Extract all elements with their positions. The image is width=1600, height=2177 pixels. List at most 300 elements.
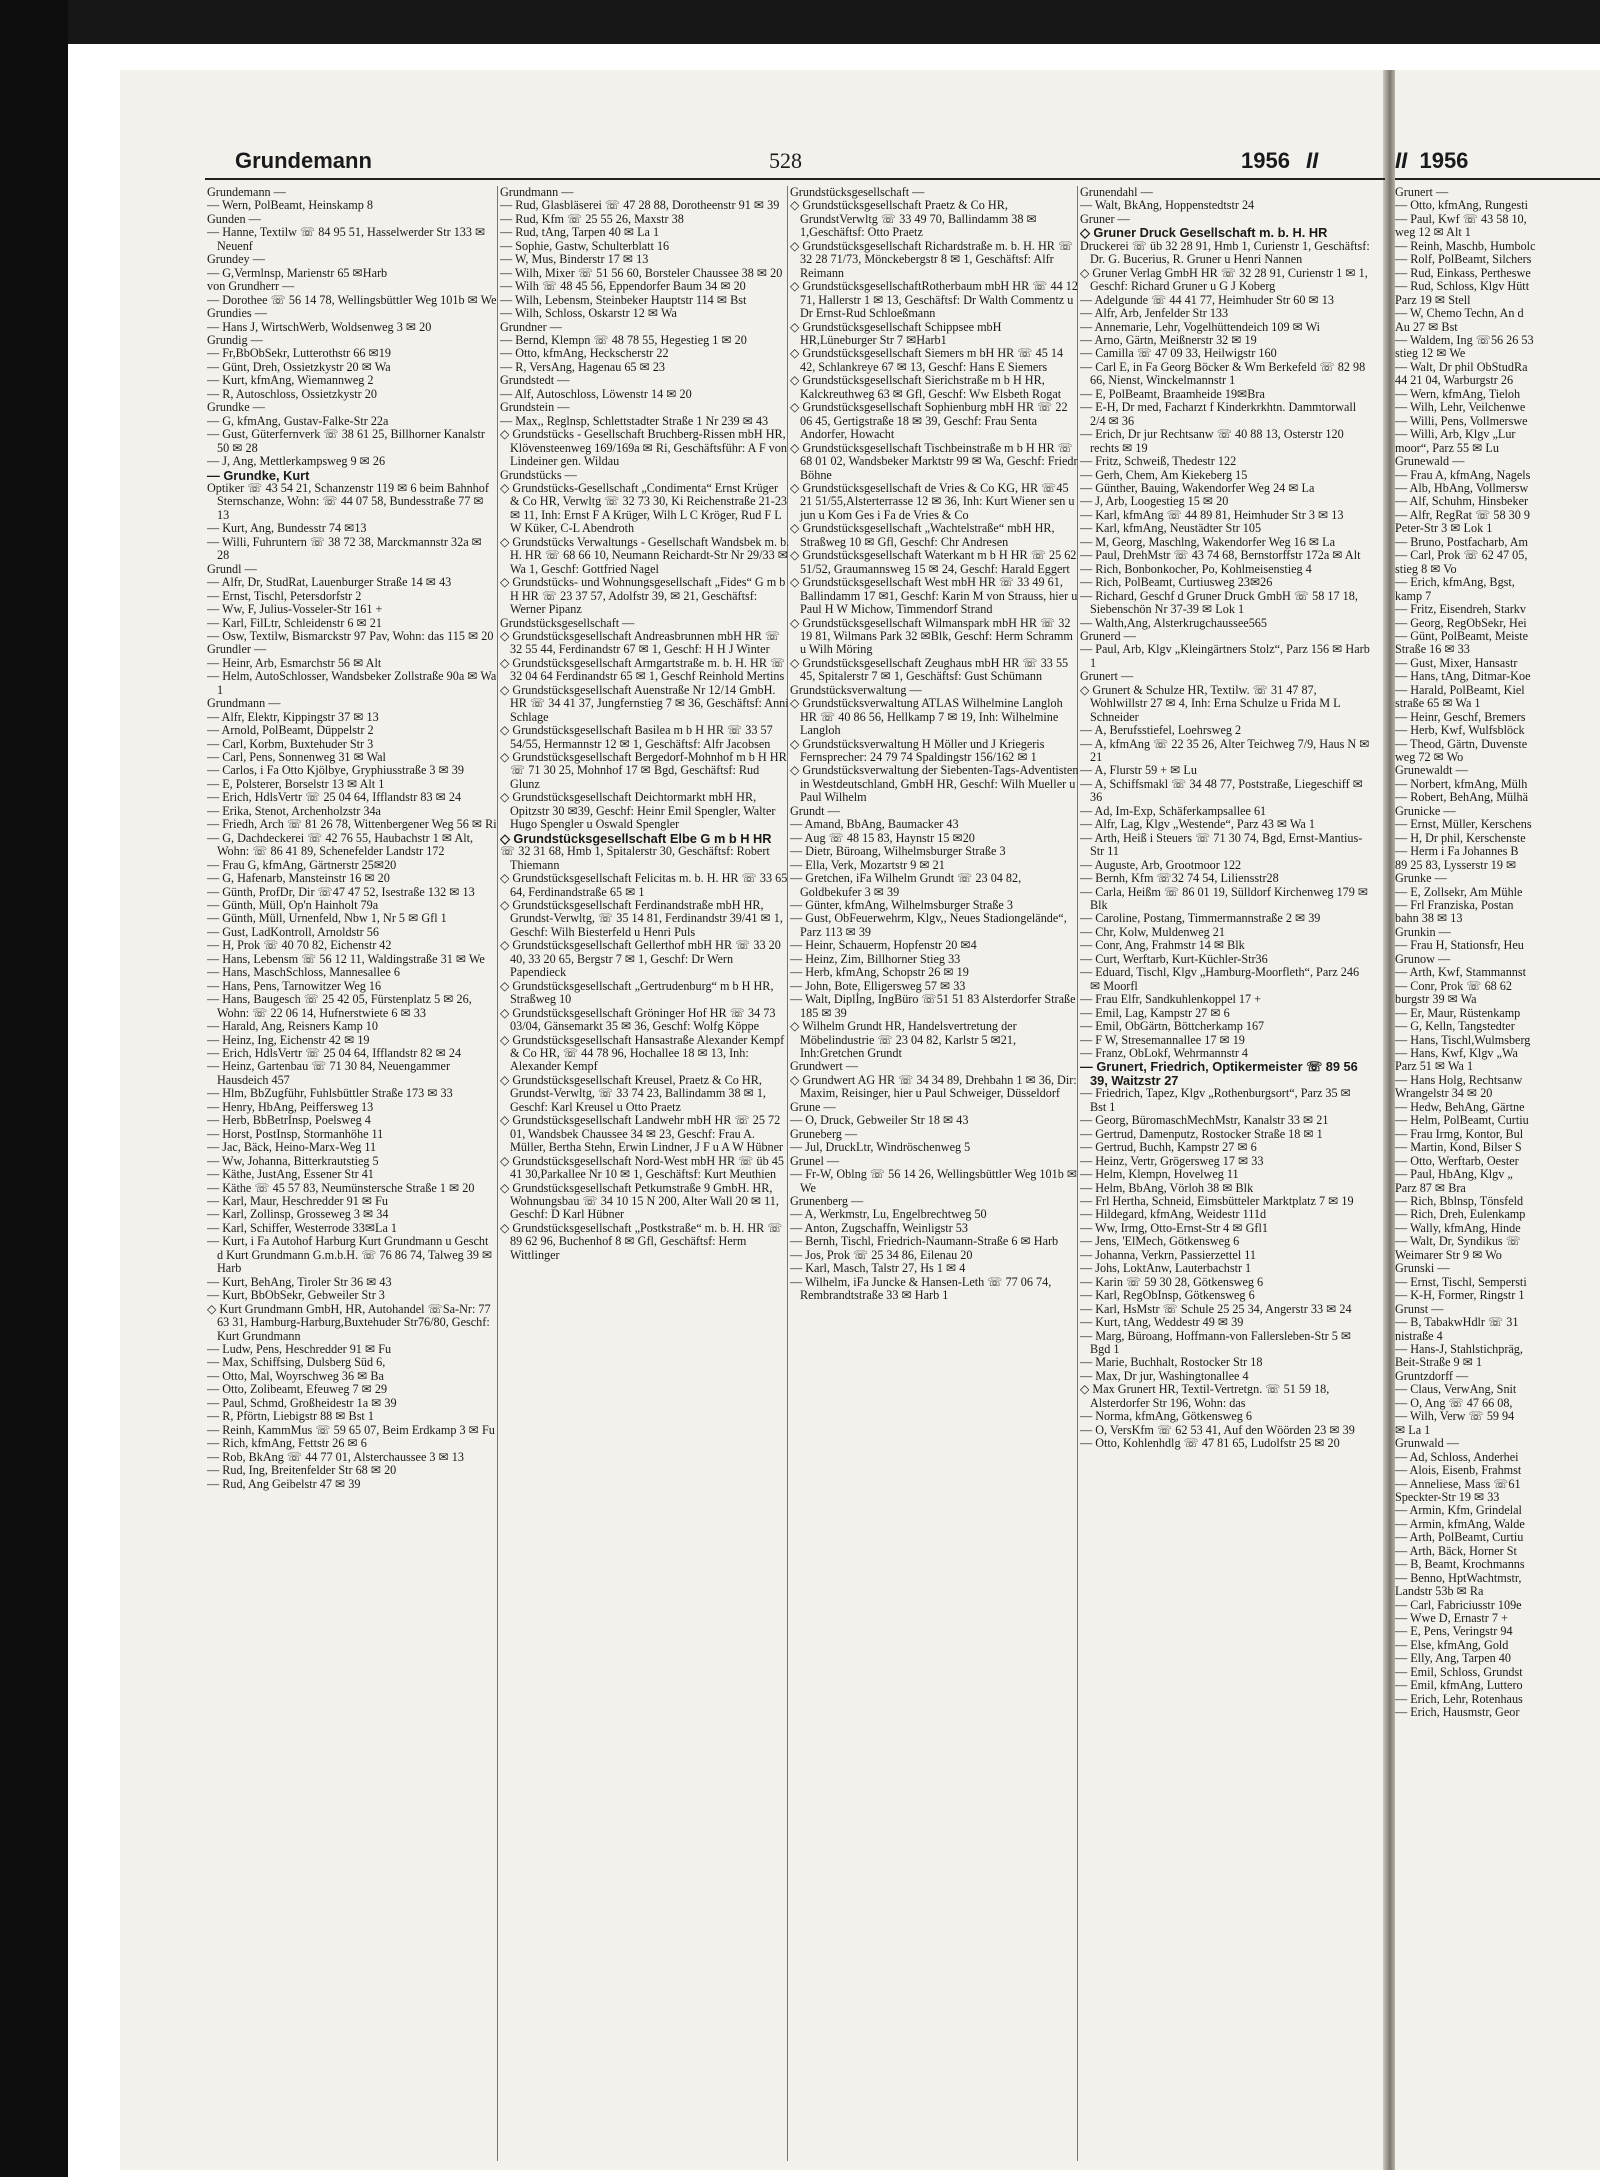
- facing-page-entry: — Armin, Kfm, Grindelal: [1395, 1503, 1522, 1518]
- directory-entry: ◇ Grundstücksgesellschaft Elbe G m b H HR: [500, 830, 772, 846]
- directory-entry: ◇ Grundstücksgesellschaft Andreasbrunnen mbH HR ☏ 32 55 44, Ferdinandstr 67 ✉ 1, Geschf: H H J Winter: [500, 628, 781, 657]
- directory-entry: — Hans, Pens, Tarnowitzer Weg 16: [207, 978, 382, 993]
- directory-entry: — Ludw, Pens, Heschredder 91 ✉ Fu: [207, 1341, 392, 1356]
- directory-entry: — Helm, Klempn, Hovelweg 11: [1080, 1167, 1239, 1182]
- facing-page-entry: Grunski —: [1395, 1261, 1450, 1276]
- facing-page-volume: II: [1395, 148, 1408, 173]
- facing-page-entry: — Hans Holg, Rechtsanw: [1395, 1072, 1523, 1087]
- facing-page-entry: — H, Dr phil, Kerschenste: [1395, 830, 1526, 845]
- facing-page-entry: Au 27 ✉ Bst: [1395, 319, 1458, 334]
- facing-page: [1395, 70, 1600, 2170]
- directory-entry: — Annemarie, Lehr, Vogelhüttendeich 109 ✉ Wi: [1080, 319, 1321, 334]
- directory-entry: — Rich, kfmAng, Fettstr 26 ✉ 6: [207, 1436, 367, 1451]
- directory-entry: Grundies —: [207, 306, 267, 321]
- directory-entry: ◇ Grundstücksgesellschaft Sophienburg mbH HR ☏ 22 06 45, Gertigstraße 18 ✉ 39, Geschf: Frau Senta Andorfer, Howacht: [790, 400, 1068, 442]
- facing-page-entry: — G, Kelln, Tangstedter: [1395, 1019, 1515, 1034]
- directory-entry: — Heinz, Gartenbau ☏ 71 30 84, Neuengammer Hausdeich 457: [207, 1059, 451, 1087]
- directory-entry: ◇ Grundstücksgesellschaft Landwehr mbH HR ☏ 25 72 01, Wandsbek Chaussee 34 ✉ 23, Geschf: Frau A. Müller, Bertha Stehn, Erwin Lindner, J F u A W Hübner: [500, 1113, 784, 1155]
- directory-entry: ◇ Grundstücksgesellschaft „Postkstraße“ m. b. H. HR ☏ 89 62 96, Buchenhof 8 ✉ Gfl, Geschäftsf: Herm Wittlinger: [500, 1220, 783, 1262]
- facing-page-entry: — Harald, PolBeamt, Kiel: [1395, 682, 1525, 697]
- directory-entry: ◇ Max Grunert HR, Textil-Vertretgn. ☏ 51 59 18, Alsterdorfer Str 196, Wohn: das: [1080, 1382, 1330, 1410]
- directory-entry: — Bernh, Tischl, Friedrich-Naumann-Straße 6 ✉ Harb: [790, 1234, 1059, 1249]
- facing-page-entry: — Norbert, kfmAng, Mülh: [1395, 776, 1528, 791]
- facing-page-entry: — Benno, HptWachtmstr,: [1395, 1570, 1522, 1585]
- directory-entry: Grundner —: [500, 319, 562, 334]
- directory-entry: — J, Arb, Loogestieg 15 ✉ 20: [1080, 494, 1229, 509]
- directory-entry: — Kurt, tAng, Weddestr 49 ✉ 39: [1080, 1315, 1244, 1330]
- facing-page-entry: — W, Chemo Techn, An d: [1395, 306, 1524, 321]
- facing-page-entry: — Er, Maur, Rüstenkamp: [1395, 1005, 1521, 1020]
- directory-entry: — Frau G, kfmAng, Gärtnerstr 25✉20: [207, 857, 397, 872]
- directory-entry: Druckerei ☏ üb 32 28 91, Hmb 1, Curienstr 1, Geschäftsf: Dr. G. Bucerius, R. Gruner u Henri Nannen: [1080, 238, 1370, 267]
- directory-entry: Grune —: [790, 1099, 836, 1114]
- directory-entry: — Alfr, Elektr, Kippingstr 37 ✉ 13: [207, 709, 379, 724]
- directory-entry: — Karin ☏ 59 30 28, Götkensweg 6: [1080, 1274, 1264, 1289]
- facing-page-year: 1956: [1419, 148, 1469, 173]
- facing-page-entry: — Paul, HbAng, Klgv „: [1395, 1167, 1513, 1182]
- facing-page-entry: — Emil, Schloss, Grundst: [1395, 1664, 1523, 1679]
- header-year: 1956: [1241, 148, 1290, 173]
- facing-page-rule: [1395, 178, 1600, 180]
- facing-page-entry: Grunst —: [1395, 1301, 1444, 1316]
- facing-page-entry: — Frau A, kfmAng, Nagels: [1395, 467, 1531, 482]
- facing-page-entry: — Willi, Pens, Vollmerswe: [1395, 413, 1528, 428]
- directory-entry: — Johanna, Verkrn, Passierzettel 11: [1080, 1247, 1256, 1262]
- facing-page-entry: Grunwald —: [1395, 1436, 1459, 1451]
- facing-page-header: [1395, 148, 1468, 174]
- facing-page-entry: — Wilh, Verw ☏ 59 94: [1395, 1409, 1515, 1424]
- directory-entry: — Jens, 'ElMech, Götkensweg 6: [1080, 1234, 1240, 1249]
- directory-entry: — Hans J, WirtschWerb, Woldsenweg 3 ✉ 20: [207, 319, 432, 334]
- directory-entry: — Hans, MaschSchloss, Mannesallee 6: [207, 965, 400, 980]
- directory-entry: — Rich, PolBeamt, Curtiusweg 23✉26: [1080, 575, 1273, 590]
- directory-entry: Grundey —: [207, 252, 265, 267]
- directory-entry: — Heinz, Zim, Billhorner Stieg 33: [790, 951, 961, 966]
- facing-page-entry: — Rud, Einkass, Pertheswe: [1395, 265, 1531, 280]
- directory-entry: — G, kfmAng, Gustav-Falke-Str 22a: [207, 413, 389, 428]
- directory-entry: Grundstein —: [500, 400, 570, 415]
- directory-entry: — Wern, PolBeamt, Heinskamp 8: [207, 198, 374, 213]
- directory-entry: — Ad, Im-Exp, Schäferkampsallee 61: [1080, 803, 1267, 818]
- directory-entry: ◇ GrundstücksgesellschaftRotherbaum mbH HR ☏ 44 12 71, Hallerstr 1 ✉ 13, Geschäftsf: Dr Walth Commentz u Dr Ernst-Rud Schloeßmann: [790, 279, 1078, 321]
- directory-entry: ◇ Grundstücksgesellschaft Zeughaus mbH HR ☏ 33 55 45, Spitalerstr 7 ✉ 1, Geschäftsf: Gust Schümann: [790, 655, 1069, 684]
- facing-page-entry: — Otto, Werftarb, Oester: [1395, 1153, 1519, 1168]
- directory-entry: ◇ Grundstücksgesellschaft Bergedorf-Mohnhof m b H HR ☏ 71 30 25, Mohnhof 17 ✉ Bgd, Geschäftsf: Rud Glunz: [500, 750, 787, 791]
- directory-entry: — Henry, HbAng, Peiffersweg 13: [207, 1099, 374, 1114]
- facing-page-entry: — Alois, Eisenb, Frahmst: [1395, 1463, 1522, 1478]
- facing-page-entry: — Carl, Fabriciusstr 109e: [1395, 1597, 1522, 1612]
- directory-entry: ◇ Grundstücksgesellschaft Deichtormarkt mbH HR, Opitzstr 30 ✉39, Geschf: Heinr Emil Spengler, Walter Hugo Spengler u Oswald Spengler: [500, 790, 776, 832]
- facing-page-entry: — Paul, Kwf ☏ 43 58 10,: [1395, 211, 1527, 226]
- directory-entry: ◇ Grundstücksverwaltung H Möller und J Kriegeris Fernsprecher: 24 79 74 Spaldingstr 156/162 ✉ 1: [790, 736, 1045, 765]
- directory-entry: — Caroline, Postang, Timmermannstraße 2 ✉ 39: [1080, 911, 1321, 926]
- directory-entry: — Arno, Gärtn, Meißnerstr 32 ✉ 19: [1080, 332, 1257, 347]
- directory-entry: — Walth,Ang, Alsterkrugchaussee565: [1080, 615, 1267, 630]
- directory-entry: — Rob, BkAng ☏ 44 77 01, Alsterchaussee 3 ✉ 13: [207, 1449, 464, 1464]
- facing-page-entry: — Alb, HbAng, Vollmersw: [1395, 480, 1529, 495]
- directory-entry: — Jac, Bäck, Heino-Marx-Weg 11: [207, 1140, 377, 1155]
- directory-entry: — Aug ☏ 48 15 83, Haynstr 15 ✉20: [790, 830, 975, 845]
- directory-entry: — A, Flurstr 59 + ✉ Lu: [1080, 763, 1197, 778]
- facing-page-entry: Wrangelstr 34 ✉ 20: [1395, 1086, 1493, 1101]
- directory-entry: — Amand, BbAng, Baumacker 43: [790, 817, 959, 832]
- directory-entry: — Gust, LadKontroll, Arnoldstr 56: [207, 924, 379, 939]
- directory-entry: — Carlos, i Fa Otto Kjölbye, Gryphiusstraße 3 ✉ 39: [207, 763, 464, 778]
- directory-entry: — Rich, Bonbonkocher, Po, Kohlmeisenstieg 4: [1080, 561, 1312, 576]
- header-volume: II: [1306, 148, 1319, 173]
- facing-page-entry: — Georg, RegObSekr, Hei: [1395, 615, 1527, 630]
- directory-entry: — Sophie, Gastw, Schulterblatt 16: [500, 238, 670, 253]
- facing-page-entry: stieg 8 ✉ Vo: [1395, 561, 1457, 576]
- directory-entry: — Wilhelm, iFa Juncke & Hansen-Leth ☏ 77 06 74, Rembrandtstraße 33 ✉ Harb 1: [790, 1274, 1052, 1303]
- directory-entry: — Wilh, Lebensm, Steinbeker Hauptstr 114 ✉ Bst: [500, 292, 747, 307]
- directory-entry: — Frau Elfr, Sandkuhlenkoppel 17 +: [1080, 992, 1262, 1007]
- directory-entry: — Jul, DruckLtr, Windröschenweg 5: [790, 1140, 971, 1155]
- directory-entry: — Carla, Heißm ☏ 86 01 19, Sülldorf Kirchenweg 179 ✉ Blk: [1080, 884, 1369, 913]
- scan-border-left: [0, 0, 68, 2177]
- facing-page-entry: — Robert, BehAng, Mülhä: [1395, 790, 1529, 805]
- directory-entry: Grundmann —: [207, 696, 281, 711]
- directory-entry: — Kurt, kfmAng, Wiemannweg 2: [207, 373, 374, 388]
- directory-entry: — Karl, Zollinsp, Grosseweg 3 ✉ 34: [207, 1207, 389, 1222]
- facing-page-entry: — Arth, Bäck, Horner St: [1395, 1543, 1517, 1558]
- directory-entry: — E, Polsterer, Borselstr 13 ✉ Alt 1: [207, 776, 385, 791]
- directory-entry: — Carl E, in Fa Georg Böcker & Wm Berkefeld ☏ 82 98 66, Nienst, Winckelmannstr 1: [1080, 359, 1366, 388]
- facing-page-entry: — Walt, Dr phil ObStudRa: [1395, 359, 1528, 374]
- facing-page-entry: — Rich, Bblnsp, Tönsfeld: [1395, 1193, 1524, 1208]
- directory-entry: — Marg, Büroang, Hoffmann-von Fallersleben-Str 5 ✉ Bgd 1: [1080, 1328, 1352, 1356]
- directory-entry: — Friedh, Arch ☏ 81 26 78, Wittenbergener Weg 56 ✉ Ri: [207, 817, 497, 832]
- directory-entry: — Otto, Zolibeamt, Efeuweg 7 ✉ 29: [207, 1382, 388, 1397]
- facing-page-entry: — Hans, Tischl,Wulmsberg: [1395, 1032, 1531, 1047]
- directory-entry: — Fritz, Schweiß, Thedestr 122: [1080, 454, 1237, 469]
- directory-entry: ◇ Gruner Druck Gesellschaft m. b. H. HR: [1080, 225, 1328, 241]
- facing-page-entry: — E, Zollsekr, Am Mühle: [1395, 884, 1523, 899]
- directory-entry: — Günther, Bauing, Wakendorfer Weg 24 ✉ La: [1080, 480, 1315, 495]
- facing-page-entry: nistraße 4: [1395, 1328, 1443, 1343]
- directory-entry: — R, Autoschloss, Ossietzkystr 20: [207, 386, 377, 401]
- directory-entry: — Ww, F, Julius-Vosseler-Str 161 +: [207, 602, 383, 617]
- facing-page-entry: burgstr 39 ✉ Wa: [1395, 992, 1477, 1007]
- directory-entry: — Karl, Schiffer, Westerrode 33✉La 1: [207, 1220, 398, 1235]
- directory-entry: ◇ Grundstücks-Gesellschaft „Condimenta“ Ernst Krüger & Co HR, Verwltg ☏ 32 73 30, Ki Reichenstraße 21-23 ✉ 11, Inh: Ernst F A Krüger, Wilh L C Kröger, Rud F L W Küker, C-L Abendroth: [500, 480, 788, 536]
- directory-entry: Gruner —: [1080, 211, 1130, 226]
- facing-page-entry: — Reinh, Maschb, Humbolc: [1395, 238, 1536, 253]
- directory-entry: — Heinz, Vertr, Grögersweg 17 ✉ 33: [1080, 1153, 1264, 1168]
- facing-page-entry: — Anneliese, Mass ☏61: [1395, 1476, 1521, 1491]
- facing-page-entry: — Otto, kfmAng, Rungesti: [1395, 198, 1529, 213]
- facing-page-entry: — Fritz, Eisendreh, Starkv: [1395, 602, 1526, 617]
- directory-entry: Grunenberg —: [790, 1193, 864, 1208]
- directory-entry: — Paul, DrehMstr ☏ 43 74 68, Bernstorffstr 172a ✉ Alt: [1080, 548, 1361, 563]
- directory-entry: ◇ Grundstücksgesellschaft Praetz & Co HR, GrundstVerwltg ☏ 33 49 70, Ballindamm 38 ✉ 1,Geschäftsf: Otto Praetz: [790, 198, 1037, 240]
- directory-entry: — G,Vermlnsp, Marienstr 65 ✉Harb: [207, 265, 388, 280]
- directory-entry: — Richard, Geschf d Gruner Druck GmbH ☏ 58 17 18, Siebenschön Nr 37-39 ✉ Lok 1: [1080, 588, 1358, 617]
- facing-page-entry: Speckter-Str 19 ✉ 33: [1395, 1489, 1500, 1504]
- facing-page-entry: — Frau H, Stationsfr, Heu: [1395, 938, 1524, 953]
- directory-entry: — Heinz, Ing, Eichenstr 42 ✉ 19: [207, 1032, 370, 1047]
- directory-entry: — Heinr, Arb, Esmarchstr 56 ✉ Alt: [207, 655, 382, 670]
- facing-page-entry: — Armin, kfmAng, Walde: [1395, 1516, 1525, 1531]
- facing-page-entry: weg 12 ✉ Alt 1: [1395, 225, 1471, 240]
- facing-page-entry: Straße 16 ✉ 33: [1395, 642, 1470, 657]
- directory-entry: — Otto, Mal, Woyrschweg 36 ✉ Ba: [207, 1368, 384, 1383]
- directory-entry: — G, Dachdeckerei ☏ 42 76 55, Haubachstr 1 ✉ Alt, Wohn: ☏ 86 41 89, Schenefelder Landstr 172: [207, 830, 474, 859]
- directory-entry: — Günth, Müll, Urnenfeld, Nbw 1, Nr 5 ✉ Gfl 1: [207, 911, 447, 926]
- directory-entry: — Rud, Glasbläserei ☏ 47 28 88, Dorotheenstr 91 ✉ 39: [500, 198, 780, 213]
- facing-page-entry: — Else, kfmAng, Gold: [1395, 1637, 1509, 1652]
- directory-entry: — A, kfmAng ☏ 22 35 26, Alter Teichweg 7/9, Haus N ✉ 21: [1080, 736, 1370, 765]
- directory-entry: ◇ Grundstücksgesellschaft Schippsee mbH HR,Lüneburger Str 7 ✉Harb1: [790, 319, 1002, 347]
- facing-page-entry: Grunke —: [1395, 871, 1447, 886]
- directory-entry: ◇ Grundstücksgesellschaft West mbH HR ☏ 33 49 61, Ballindamm 17 ✉1, Geschf: Karin M von Strauss, hier u Paul H W Michow, Timmendorf Strand: [790, 575, 1078, 617]
- directory-entry: — Georg, BüromaschMechMstr, Kanalstr 33 ✉ 21: [1080, 1113, 1329, 1128]
- scan-border-top: [0, 0, 1600, 44]
- directory-entry: Grunert —: [1080, 669, 1134, 684]
- directory-entry: ◇ Grundstücks- und Wohnungsgesellschaft „Fides“ G m b H HR ☏ 23 37 57, Adolfstr 39, ✉ 21, Geschäftsf: Werner Pipanz: [500, 575, 786, 617]
- directory-entry: — Helm, BbAng, Vörloh 38 ✉ Blk: [1080, 1180, 1254, 1195]
- directory-entry: — Curt, Werftarb, Kurt-Küchler-Str36: [1080, 951, 1268, 966]
- directory-entry: — J, Ang, Mettlerkampsweg 9 ✉ 26: [207, 454, 386, 469]
- facing-page-entry: ✉ La 1: [1395, 1422, 1431, 1437]
- directory-entry: — E, PolBeamt, Braamheide 19✉Bra: [1080, 386, 1265, 401]
- directory-entry: — Bernh, Kfm ☏32 74 54, Liliensstr28: [1080, 871, 1279, 886]
- directory-entry: — M, Georg, Maschlng, Wakendorfer Weg 16 ✉ La: [1080, 534, 1335, 549]
- facing-page-entry: — B, TabakwHdlr ☏ 31: [1395, 1315, 1519, 1330]
- directory-entry: ◇ Grundstücksgesellschaft Gröninger Hof HR ☏ 34 73 03/04, Gänsemarkt 35 ✉ 36, Geschf: Wolfg Köppe: [500, 1005, 776, 1034]
- facing-page-entry: 89 25 83, Lysserstr 19 ✉: [1395, 857, 1517, 872]
- directory-entry: — Dietr, Büroang, Wilhelmsburger Straße 3: [790, 844, 1006, 859]
- facing-page-entry: — Erich, Hausmstr, Geor: [1395, 1705, 1520, 1720]
- facing-page-entry: — Alf, Schuhm, Hinsbeker: [1395, 494, 1529, 509]
- directory-entry: — G, Hafenarb, Mansteinstr 16 ✉ 20: [207, 871, 390, 886]
- directory-entry: ◇ Grundstücksgesellschaft Wilmanspark mbH HR ☏ 32 19 81, Wilmans Park 32 ✉Blk, Geschf: Herm Schramm u Wilh Möring: [790, 615, 1073, 657]
- directory-entry: ◇ Grundstücksgesellschaft Richardstraße m. b. H. HR ☏ 32 28 71/73, Mönckebergstr 8 ✉ 1, Geschäftsf: Alfr Reimann: [790, 238, 1074, 280]
- directory-entry: — R, VersAng, Hagenau 65 ✉ 23: [500, 359, 666, 374]
- directory-entry: — Alfr, Arb, Jenfelder Str 133: [1080, 306, 1229, 321]
- directory-entry: ☏ 32 31 68, Hmb 1, Spitalerstr 30, Geschäftsf: Robert Thiemann: [500, 844, 770, 872]
- facing-page-entry: — Hans-J, Stahlstichpräg,: [1395, 1341, 1523, 1356]
- facing-page-entry: — Waldem, Ing ☏56 26 53: [1395, 332, 1534, 347]
- directory-entry: — Kurt, BbObSekr, Gebweiler Str 3: [207, 1288, 385, 1303]
- directory-entry: ◇ Grundstücksgesellschaft de Vries & Co KG, HR ☏45 21 51/55,Alsterterrasse 12 ✉ 36, Inh: Kurt Wiener sen u jun u Kom Ges i Fa de Vries & Co: [790, 480, 1075, 522]
- directory-entry: — Friedrich, Tapez, Klgv „Rothenburgsort“, Parz 35 ✉ Bst 1: [1080, 1086, 1351, 1114]
- directory-entry: — Fr-W, Oblng ☏ 56 14 26, Wellingsbüttler Weg 101b ✉ We: [790, 1167, 1078, 1195]
- directory-entry: Grundstücksgesellschaft —: [500, 615, 635, 630]
- directory-entry: — A, Berufsstiefel, Loehrsweg 2: [1080, 723, 1242, 738]
- facing-page-entry: straße 65 ✉ Wa 1: [1395, 696, 1481, 711]
- directory-entry: ◇ Grundstücks Verwaltungs - Gesellschaft Wandsbek m. b. H. HR ☏ 68 66 10, Neumann Reichardt-Str Nr 29/33 ✉ Wa 1, Geschf: Gottfried Nagel: [500, 534, 790, 576]
- directory-entry: — Willi, Fuhruntern ☏ 38 72 38, Marckmannstr 32a ✉ 28: [207, 534, 482, 563]
- directory-entry: — Gertrud, Buchh, Kampstr 27 ✉ 6: [1080, 1140, 1257, 1155]
- directory-column-3: [790, 186, 1080, 2166]
- directory-entry: — Otto, Kohlenhdlg ☏ 47 81 65, Ludolfstr 25 ✉ 20: [1080, 1436, 1340, 1451]
- directory-entry: — Horst, PostInsp, Stormanhöhe 11: [207, 1126, 384, 1141]
- directory-entry: — Helm, AutoSchlosser, Wandsbeker Zollstraße 90a ✉ Wa 1: [207, 669, 497, 697]
- directory-entry: ◇ Kurt Grundmann GmbH, HR, Autohandel ☏Sa-Nr: 77 63 31, Hamburg-Harburg,Buxtehuder Str76/80, Geschf: Kurt Grundmann: [207, 1301, 491, 1343]
- directory-entry: — Alfr, Lag, Klgv „Westende“, Parz 43 ✉ Wa 1: [1080, 817, 1315, 832]
- directory-entry: ◇ Grundwert AG HR ☏ 34 34 89, Drehbahn 1 ✉ 36, Dir: Maxim, Reisinger, hier u Paul Schweiger, Düsseldorf: [790, 1072, 1077, 1101]
- directory-entry: ◇ Gruner Verlag GmbH HR ☏ 32 28 91, Curienstr 1 ✉ 1, Geschf: Richard Gruner u G J Koberg: [1080, 265, 1368, 294]
- directory-entry: — Johs, LoktAnw, Lauterbachstr 1: [1080, 1261, 1252, 1276]
- directory-entry: ◇ Grundstücksgesellschaft Kreusel, Praetz & Co HR, Grundst-Verwltg, ☏ 33 74 23, Ballindamm 38 ✉ 1, Geschf: Karl Kreusel u Otto Praetz: [500, 1072, 766, 1114]
- directory-entry: — Wilh, Schloss, Oskarstr 12 ✉ Wa: [500, 306, 677, 321]
- facing-page-entry: — Wally, kfmAng, Hinde: [1395, 1220, 1521, 1235]
- facing-page-entry: — Ernst, Tischl, Sempersti: [1395, 1274, 1527, 1289]
- directory-entry: — Camilla ☏ 47 09 33, Heilwigstr 160: [1080, 346, 1277, 361]
- directory-entry: ◇ Grundstücksgesellschaft Waterkant m b H HR ☏ 25 62 51/52, Graumannsweg 15 ✉ 24, Geschf: Harald Eggert: [790, 548, 1077, 576]
- header-rule: [205, 178, 1385, 180]
- facing-page-entry: — Günt, PolBeamt, Meiste: [1395, 628, 1529, 643]
- directory-entry: — Herb, BbBetrInsp, Poelsweg 4: [207, 1113, 371, 1128]
- directory-entry: — Walt, BkAng, Hoppenstedtstr 24: [1080, 198, 1255, 213]
- directory-entry: — Alfr, Dr, StudRat, Lauenburger Straße 14 ✉ 43: [207, 575, 452, 590]
- directory-entry: — Kurt, i Fa Autohof Harburg Kurt Grundmann u Gescht d Kurt Grundmann G.m.b.H. ☏ 76 86 74, Talweg 39 ✉ Harb: [207, 1234, 493, 1276]
- directory-entry: — Käthe, JustAng, Essener Str 41: [207, 1167, 374, 1182]
- directory-entry: — Rud, tAng, Tarpen 40 ✉ La 1: [500, 225, 660, 240]
- facing-page-entry: — O, Ang ☏ 47 66 08,: [1395, 1395, 1513, 1410]
- directory-entry: — Hanne, Textilw ☏ 84 95 51, Hasselwerder Str 133 ✉ Neuenf: [207, 225, 486, 253]
- directory-entry: — Frl Hertha, Schneid, Eimsbütteler Marktplatz 7 ✉ 19: [1080, 1193, 1354, 1208]
- facing-page-entry: — Bruno, Postfacharb, Am: [1395, 534, 1529, 549]
- directory-entry: — Hildegard, kfmAng, Weidestr 111d: [1080, 1207, 1267, 1222]
- directory-entry: — Erich, HdlsVertr ☏ 25 04 64, Ifflandstr 82 ✉ 24: [207, 1046, 462, 1060]
- directory-entry: — Ww, Johanna, Bitterkrautstieg 5: [207, 1153, 379, 1168]
- directory-entry: — Günt, Dreh, Ossietzkystr 20 ✉ Wa: [207, 359, 391, 374]
- directory-entry: — Karl, kfmAng ☏ 44 89 81, Heimhuder Str 3 ✉ 13: [1080, 507, 1344, 522]
- directory-entry: Optiker ☏ 43 54 21, Schanzenstr 119 ✉ 6 beim Bahnhof Sternschanze, Wohn: ☏ 44 07 58, Bundesstraße 77 ✉ 13: [207, 480, 489, 522]
- directory-entry: — F W, Stresemannallee 17 ✉ 19: [1080, 1032, 1245, 1047]
- directory-entry: ◇ Grundstücksgesellschaft „Wachtelstraße“ mbH HR, Straßweg 10 ✉ Gfl, Geschf: Chr Andresen: [790, 521, 1055, 549]
- facing-page-entry: — Emil, kfmAng, Luttero: [1395, 1678, 1523, 1693]
- directory-entry: — Harald, Ang, Reisners Kamp 10: [207, 1019, 378, 1034]
- directory-entry: Grundstücksverwaltung —: [790, 682, 922, 697]
- directory-entry: — Max,, Reglnsp, Schlettstadter Straße 1 Nr 239 ✉ 43: [500, 413, 769, 428]
- directory-entry: — Grundke, Kurt: [207, 467, 310, 483]
- facing-page-entry: — Hans, Kwf, Klgv „Wa: [1395, 1046, 1518, 1060]
- directory-entry: — Karl, Maur, Heschredder 91 ✉ Fu: [207, 1193, 388, 1208]
- directory-entry: — W, Mus, Binderstr 17 ✉ 13: [500, 252, 649, 267]
- directory-entry: — Paul, Schmd, Großheidestr 1a ✉ 39: [207, 1395, 397, 1410]
- directory-entry: — Gretchen, iFa Wilhelm Grundt ☏ 23 04 82, Goldbekufer 3 ✉ 39: [790, 871, 1022, 899]
- facing-page-entry: moor“, Parz 55 ✉ Lu: [1395, 440, 1499, 455]
- facing-page-entry: Grunkin —: [1395, 924, 1451, 939]
- directory-entry: — Reinh, KammMus ☏ 59 65 07, Beim Erdkamp 3 ✉ Fu: [207, 1422, 495, 1437]
- guide-word: Grundemann: [235, 148, 372, 173]
- facing-page-entry: stieg 12 ✉ We: [1395, 346, 1466, 361]
- facing-page-entry: Grunert —: [1395, 185, 1449, 199]
- directory-entry: — Erika, Stenot, Archenholzstr 34a: [207, 803, 381, 818]
- directory-entry: — E-H, Dr med, Facharzt f Kinderkrkhtn. Dammtorwall 2/4 ✉ 36: [1080, 400, 1357, 428]
- directory-column-4: [1080, 186, 1370, 2166]
- directory-entry: — Hans, Baugesch ☏ 25 42 05, Fürstenplatz 5 ✉ 26, Wohn: ☏ 22 06 14, Hufnerstwiete 6 ✉ 33: [207, 992, 472, 1020]
- directory-entry: ◇ Grundstücksgesellschaft Hansastraße Alexander Kempf & Co HR, ☏ 44 78 96, Hochallee 18 ✉ 13, Inh: Alexander Kempf: [500, 1032, 785, 1074]
- directory-entry: Gruneberg —: [790, 1126, 858, 1141]
- facing-page-entry: — Wwe D, Ernastr 7 +: [1395, 1611, 1508, 1626]
- facing-page-entry: Landstr 53b ✉ Ra: [1395, 1584, 1484, 1599]
- directory-entry: — John, Bote, Elligersweg 57 ✉ 33: [790, 978, 966, 993]
- directory-entry: — Arth, Heiß i Steuers ☏ 71 30 74, Bgd, Ernst-Mantius-Str 11: [1080, 830, 1363, 859]
- directory-entry: — R, Pförtn, Liebigstr 88 ✉ Bst 1: [207, 1409, 374, 1424]
- directory-entry: ◇ Grundstücksgesellschaft Sierichstraße m b H HR, Kalckreuthweg 63 ✉ Gfl, Geschf: Ww Elsbeth Rogat: [790, 373, 1062, 401]
- facing-page-entry: — Alfr, RegRat ☏ 58 30 9: [1395, 507, 1530, 522]
- directory-entry: — Emil, Lag, Kampstr 27 ✉ 6: [1080, 1005, 1230, 1020]
- directory-entry: — Grunert, Friedrich, Optikermeister ☏ 89 56 39, Waitzstr 27: [1080, 1059, 1358, 1088]
- directory-entry: — Alf, Autoschloss, Löwenstr 14 ✉ 20: [500, 386, 692, 401]
- directory-entry: — Herb, kfmAng, Schopstr 26 ✉ 19: [790, 965, 969, 980]
- facing-page-column: [1395, 186, 1600, 1720]
- directory-entry: Grunel —: [790, 1153, 840, 1168]
- facing-page-entry: kamp 7: [1395, 588, 1432, 603]
- directory-entry: ◇ Grundstücksgesellschaft Gellerthof mbH HR ☏ 33 20 40, 33 20 65, Bergstr 7 ✉ 1, Geschf: Dr Wern Papendieck: [500, 938, 781, 980]
- directory-entry: ◇ Wilhelm Grundt HR, Handelsvertretung der Möbelindustrie ☏ 23 04 82, Karlstr 5 ✉21, Inh:Gretchen Grundt: [790, 1019, 1017, 1060]
- facing-page-entry: — Hedw, BehAng, Gärtne: [1395, 1099, 1525, 1114]
- directory-column-2: [500, 186, 790, 2166]
- directory-entry: — A, Werkmstr, Lu, Engelbrechtweg 50: [790, 1207, 987, 1222]
- directory-entry: ◇ Grundstücksgesellschaft Basilea m b H HR ☏ 33 57 54/55, Hermannstr 12 ✉ 1, Geschäftsf: Alfr Jacobsen: [500, 723, 773, 751]
- facing-page-entry: — Arth, PolBeamt, Curtiu: [1395, 1530, 1524, 1545]
- directory-column-1: [207, 186, 497, 2166]
- facing-page-entry: — Arth, Kwf, Stammannst: [1395, 965, 1527, 980]
- directory-entry: — Marie, Buchhalt, Rostocker Str 18: [1080, 1355, 1263, 1370]
- facing-page-entry: — Erich, kfmAng, Bgst,: [1395, 575, 1515, 590]
- directory-entry: ◇ Grundstücksverwaltung ATLAS Wilhelmine Langloh HR ☏ 40 86 56, Hellkamp 7 ✉ 19, Inh: Wilhelmine Langloh: [790, 696, 1063, 738]
- directory-entry: ◇ Grunert & Schulze HR, Textilw. ☏ 31 47 87, Wohlwillstr 27 ✉ 4, Inh: Erna Schulze u Frida M L Schneider: [1080, 682, 1341, 724]
- facing-page-entry: — B, Beamt, Krochmanns: [1395, 1557, 1525, 1572]
- directory-entry: — Karl, Masch, Talstr 27, Hs 1 ✉ 4: [790, 1261, 966, 1276]
- directory-entry: — Gust, ObFeuerwehrm, Klgv,, Neues Stadiongelände“, Parz 113 ✉ 39: [790, 911, 1067, 939]
- directory-entry: — Eduard, Tischl, Klgv „Hamburg-Moorfleth“, Parz 246 ✉ Moorfl: [1080, 965, 1360, 993]
- directory-entry: — Osw, Textilw, Bismarckstr 97 Pav, Wohn: das 115 ✉ 20: [207, 628, 494, 643]
- directory-entry: — Kurt, Ang, Bundesstr 74 ✉13: [207, 521, 367, 536]
- directory-entry: Grundig —: [207, 332, 263, 347]
- directory-entry: — Karl, kfmAng, Neustädter Str 105: [1080, 521, 1262, 536]
- facing-page-entry: Weimarer Str 9 ✉ Wo: [1395, 1247, 1502, 1262]
- directory-entry: ◇ Grundstücks - Gesellschaft Bruchberg-Rissen mbH HR, Klövensteenweg 169/169a ✉ Ri, Geschäftsführ: A F von Lindeiner gen. Wildau: [500, 427, 787, 469]
- directory-entry: — H, Prok ☏ 40 70 82, Eichenstr 42: [207, 938, 392, 953]
- directory-entry: — Franz, ObLokf, Wehrmannstr 4: [1080, 1046, 1249, 1060]
- directory-entry: — Rud, Ing, Breitenfelder Str 68 ✉ 20: [207, 1463, 397, 1478]
- directory-entry: — Arnold, PolBeamt, Düppelstr 2: [207, 723, 374, 738]
- facing-page-entry: — Rolf, PolBeamt, Silchers: [1395, 252, 1532, 267]
- directory-entry: ◇ Grundstücksgesellschaft Ferdinandstraße mbH HR, Grundst-Verwltg, ☏ 35 14 81, Ferdinandstr 39/41 ✉ 1, Geschf: Wilh Biesterfeld u Henri Puls: [500, 898, 783, 939]
- facing-page-entry: — Willi, Arb, Klgv „Lur: [1395, 427, 1516, 442]
- directory-entry: — Bernd, Klempn ☏ 48 78 55, Hegestieg 1 ✉ 20: [500, 332, 747, 347]
- directory-entry: — Norma, kfmAng, Götkensweg 6: [1080, 1409, 1252, 1424]
- facing-page-entry: Gruntzdorff —: [1395, 1368, 1469, 1383]
- directory-entry: — Auguste, Arb, Grootmoor 122: [1080, 857, 1242, 872]
- directory-entry: — Rud, Kfm ☏ 25 55 26, Maxstr 38: [500, 211, 684, 226]
- facing-page-entry: — Claus, VerwAng, Snit: [1395, 1382, 1517, 1397]
- facing-page-entry: Grunewaldt —: [1395, 763, 1468, 778]
- facing-page-entry: — Elly, Ang, Tarpen 40: [1395, 1651, 1511, 1666]
- directory-entry: — Conr, Ang, Frahmstr 14 ✉ Blk: [1080, 938, 1245, 953]
- page-number: 528: [769, 148, 802, 173]
- directory-entry: — Emil, ObGärtn, Böttcherkamp 167: [1080, 1019, 1265, 1034]
- directory-entry: Grundmann —: [500, 186, 574, 199]
- directory-entry: Grundwert —: [790, 1059, 859, 1074]
- directory-entry: — Hlm, BbZugführ, Fuhlsbüttler Straße 173 ✉ 33: [207, 1086, 453, 1101]
- facing-page-entry: — Hans, tAng, Ditmar-Koe: [1395, 669, 1531, 684]
- facing-page-entry: weg 72 ✉ Wo: [1395, 750, 1464, 765]
- facing-page-entry: Parz 87 ✉ Bra: [1395, 1180, 1466, 1195]
- facing-page-entry: — Herb, Kwf, Wulfsblöck: [1395, 723, 1525, 738]
- directory-entry: — Adelgunde ☏ 44 41 77, Heimhuder Str 60 ✉ 13: [1080, 292, 1334, 307]
- directory-entry: — Carl, Korbm, Buxtehuder Str 3: [207, 736, 374, 751]
- directory-entry: — Gerh, Chem, Am Kiekeberg 15: [1080, 467, 1248, 482]
- facing-page-entry: — Herm i Fa Johannes B: [1395, 844, 1519, 859]
- facing-page-entry: Grunewald —: [1395, 454, 1465, 469]
